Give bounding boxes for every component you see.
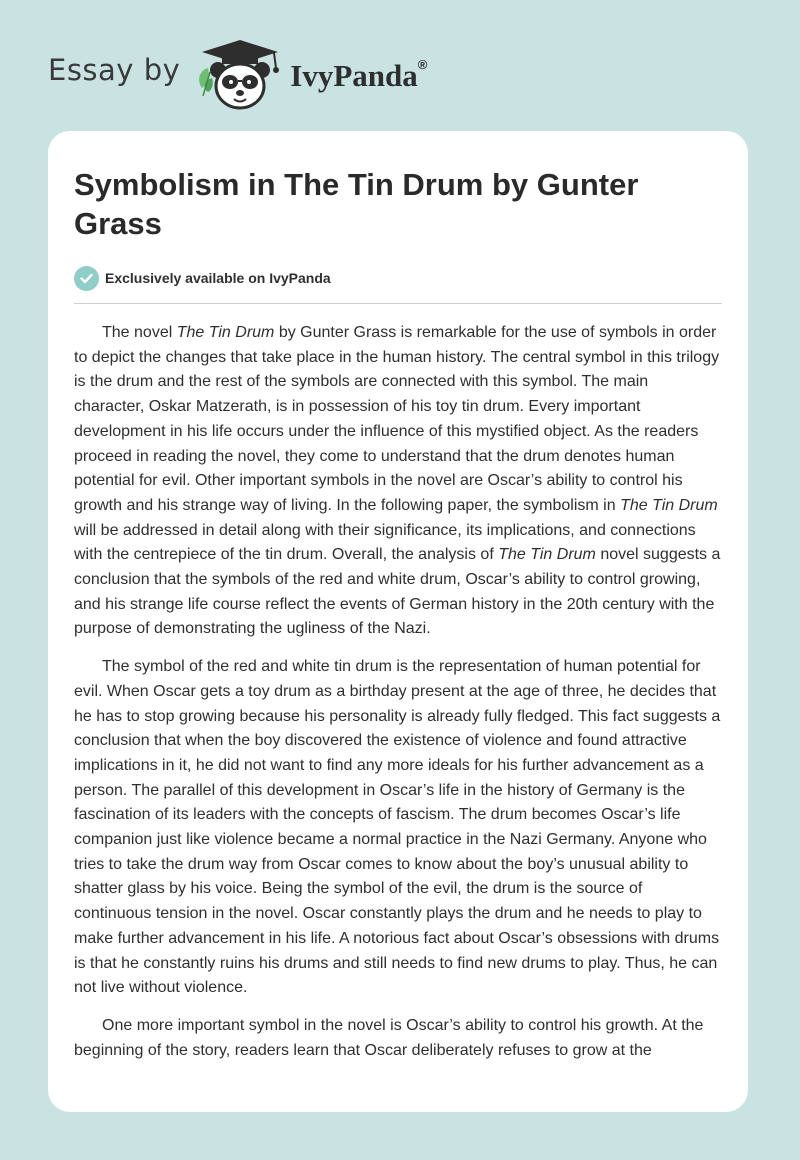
italic-title-text: The Tin Drum	[498, 546, 596, 564]
check-icon	[74, 266, 99, 291]
italic-title-text: The Tin Drum	[176, 324, 275, 341]
registered-mark: ®	[417, 56, 428, 72]
paragraph-text: novel suggests a conclusion that the symbols of the red and white drum, Oscar’s ability to control growing, and his strange life course reflect the events of German history in the 20th century with the purpose of demonstrating the ugliness of the Nazi.	[74, 546, 721, 638]
paragraph-text: One more important symbol in the novel is Oscar’s ability to control his growth. At the beginning of the story, readers learn that Oscar deliberately refuses to grow at the	[74, 1016, 704, 1059]
divider	[74, 303, 722, 304]
brand-name[interactable]: IvyPanda®	[290, 56, 428, 93]
essay-by-label: Essay by	[48, 53, 181, 87]
paragraph	[74, 1014, 722, 1063]
essay-title: Symbolism in The Tin Drum by Gunter Grass	[74, 167, 639, 241]
paragraph-text: will be addressed in detail along with their significance, its implications, and connections with the centrepiece of the tin drum. Overall, the analysis of	[74, 521, 696, 564]
site-header	[48, 34, 427, 114]
paragraph-text: The symbol of the red and white tin drum is the representation of human potential for evil. When Oscar gets a toy drum as a birthday present at the age of three, he decides that he has to stop growing because his personality is already fully fledged. This fact suggests a conclusion that when the boy discovered the existence of violence and found attractive implications in it, he did not want to find any more ideals for his further advancement as a person. The parallel of this development in Oscar’s life in the history of Germany is the fascination of its leaders with the concepts of fascism. The drum becomes Oscar’s life companion just like violence became a normal practice in the Nazi Germany. Anyone who tries to take the drum way from Oscar comes to know about the boy’s unusual ability to shatter glass by his voice. Being the symbol of the evil, the drum is the source of continuous tension in the novel. Oscar constantly plays the drum and he needs to play to make further advancement in his life. A notorious fact about Oscar’s obsessions with drums is that he constantly ruins his drums and still needs to find new drums to play. Thus, he can not live without violence.	[74, 658, 721, 997]
panda-graduate-logo-icon[interactable]	[194, 36, 286, 112]
exclusive-label: Exclusively available on IvyPanda	[105, 270, 331, 286]
italic-title-text: The Tin Drum	[620, 496, 718, 514]
paragraph-text: by Gunter Grass is remarkable for the use of symbols in order to depict the changes that take place in the human history. The central symbol in this trilogy is the drum and the rest of the symbols are connected with this symbol. The main character, Oskar Matzerath, is in possession of his toy tin drum. Every important development in his life occurs under the influence of this mystified object. As the readers proceed in reading the novel, they come to understand that the drum denotes human potential for evil. Other important symbols in the novel are Oscar’s ability to control his growth and his strange way of living. In the following paper, the symbolism in	[74, 324, 720, 514]
paragraph-text: The novel	[102, 324, 177, 341]
essay-body	[74, 321, 722, 1063]
paragraph	[74, 655, 722, 1001]
exclusive-badge-row	[74, 265, 722, 291]
essay-card	[48, 131, 748, 1112]
paragraph	[74, 321, 722, 642]
